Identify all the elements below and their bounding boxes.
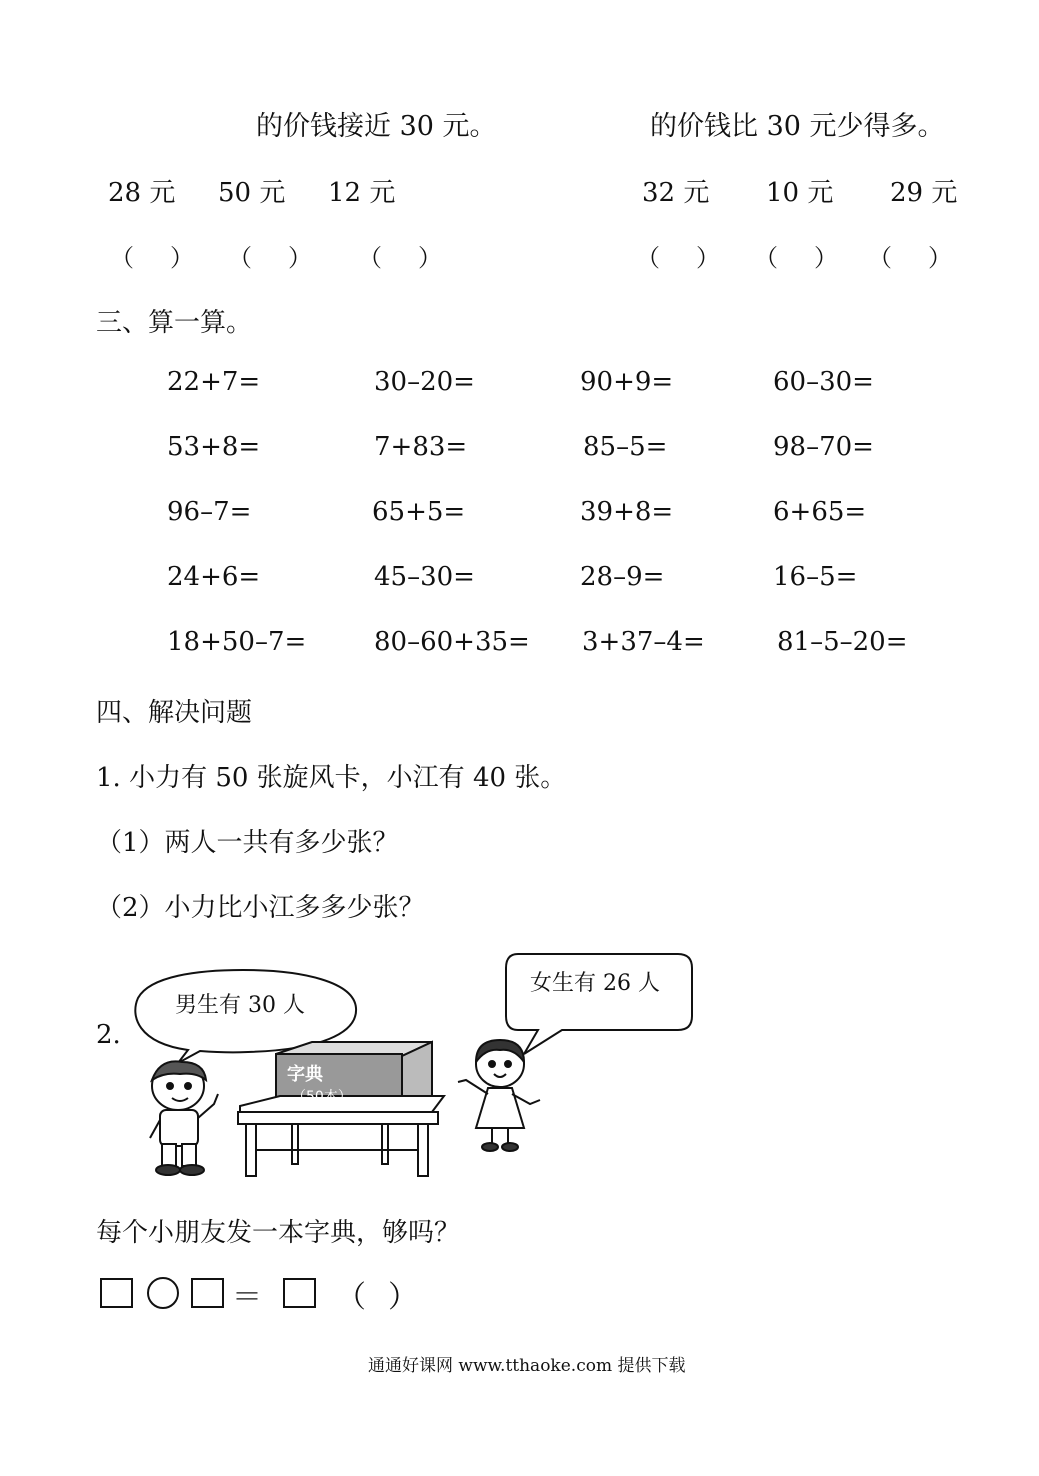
- price-left-2: 50 元: [218, 178, 286, 208]
- calc-r5-c1: 18+50–7=: [167, 627, 307, 657]
- answer-paren-right-1[interactable]: （ ）: [636, 244, 720, 272]
- footer-text: 通通好课网 www.tthaoke.com 提供下载: [368, 1356, 686, 1376]
- section3-heading: 三、算一算。: [96, 308, 253, 338]
- answer-paren-right-2[interactable]: （ ）: [754, 244, 838, 272]
- calc-r1-c2: 30–20=: [374, 367, 475, 397]
- girl-bubble-text: 女生有 26 人: [530, 971, 660, 996]
- section4-heading: 四、解决问题: [96, 698, 253, 728]
- table-with-dictionary-box: [232, 1040, 454, 1180]
- calc-r2-c1: 53+8=: [167, 432, 261, 462]
- equation-result-box[interactable]: [283, 1278, 316, 1308]
- calc-r3-c3: 39+8=: [580, 497, 674, 527]
- answer-paren-right-3[interactable]: （ ）: [868, 244, 952, 272]
- calc-r4-c2: 45–30=: [374, 562, 475, 592]
- left-price-statement: 的价钱接近 30 元。: [256, 111, 497, 142]
- equation-box-1[interactable]: [100, 1278, 133, 1308]
- calc-r1-c1: 22+7=: [167, 367, 261, 397]
- q2-number: 2.: [96, 1020, 121, 1050]
- calc-r1-c4: 60–30=: [773, 367, 874, 397]
- q1-sub1: （1）两人一共有多少张？: [96, 828, 399, 858]
- calc-r4-c4: 16–5=: [773, 562, 858, 592]
- calc-r5-c2: 80–60+35=: [374, 627, 530, 657]
- calc-r3-c4: 6+65=: [773, 497, 867, 527]
- box-label: 字典: [287, 1064, 323, 1085]
- equation-equals-sign: ＝: [232, 1280, 262, 1315]
- equation-operator-circle[interactable]: [147, 1277, 179, 1309]
- q1-text: 1. 小力有 50 张旋风卡，小江有 40 张。: [96, 763, 567, 793]
- price-right-1: 32 元: [642, 178, 710, 208]
- boy-figure: [130, 1058, 230, 1180]
- calc-r5-c3: 3+37–4=: [582, 627, 705, 657]
- equation-answer-paren[interactable]: （ ）: [336, 1280, 418, 1315]
- box-count: （50本）: [292, 1089, 352, 1105]
- calc-r4-c3: 28–9=: [580, 562, 665, 592]
- calc-r5-c4: 81–5–20=: [777, 627, 908, 657]
- price-right-2: 10 元: [766, 178, 834, 208]
- boy-bubble-text: 男生有 30 人: [175, 993, 305, 1018]
- calc-r2-c4: 98–70=: [773, 432, 874, 462]
- price-left-3: 12 元: [328, 178, 396, 208]
- answer-paren-left-1[interactable]: （ ）: [110, 244, 194, 272]
- right-price-statement: 的价钱比 30 元少得多。: [650, 111, 945, 142]
- girl-figure: [452, 1036, 548, 1156]
- calc-r1-c3: 90+9=: [580, 367, 674, 397]
- price-right-3: 29 元: [890, 178, 958, 208]
- q1-sub2: （2）小力比小江多多少张？: [96, 893, 425, 923]
- calc-r2-c3: 85–5=: [583, 432, 668, 462]
- calc-r2-c2: 7+83=: [374, 432, 468, 462]
- calc-r4-c1: 24+6=: [167, 562, 261, 592]
- calc-r3-c1: 96–7=: [167, 497, 252, 527]
- answer-paren-left-2[interactable]: （ ）: [228, 244, 312, 272]
- calc-r3-c2: 65+5=: [372, 497, 466, 527]
- price-left-1: 28 元: [108, 178, 176, 208]
- equation-box-2[interactable]: [191, 1278, 224, 1308]
- answer-paren-left-3[interactable]: （ ）: [358, 244, 442, 272]
- q2-question: 每个小朋友发一本字典，够吗？: [96, 1218, 461, 1248]
